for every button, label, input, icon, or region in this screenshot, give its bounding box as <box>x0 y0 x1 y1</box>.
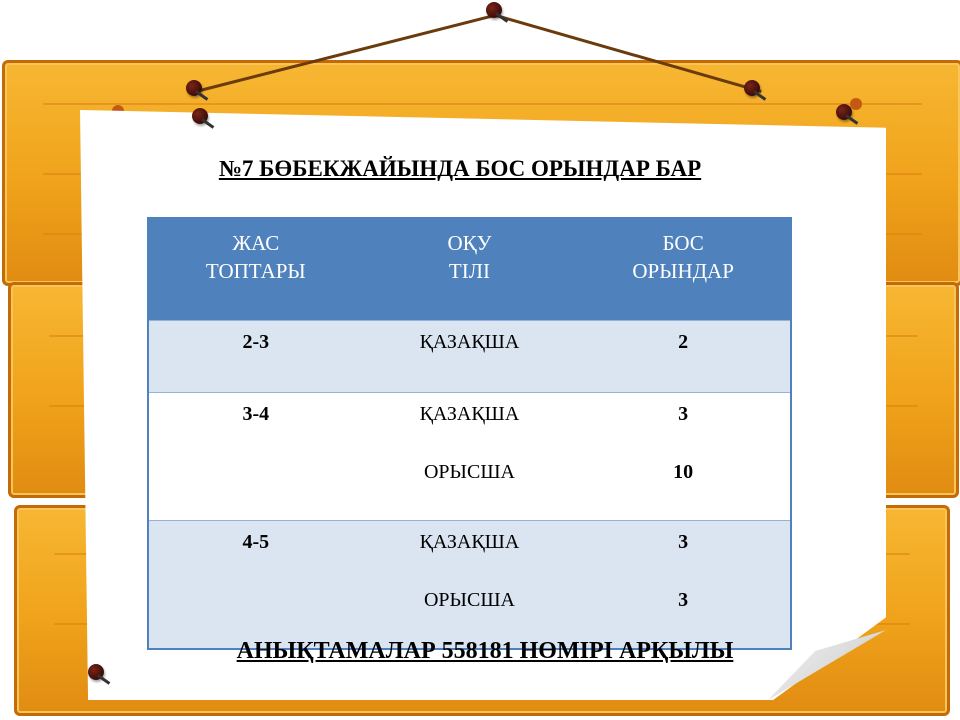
language-cell: ҚАЗАҚША ОРЫСША <box>363 521 577 650</box>
nail-hole-icon <box>850 98 862 110</box>
table-row <box>148 393 791 521</box>
seats-cell: 3 10 <box>576 393 791 521</box>
pin-icon <box>836 104 852 120</box>
pin-icon <box>486 2 502 18</box>
seats-cell: 3 3 <box>576 521 791 650</box>
age-cell: 4-5 <box>148 521 363 650</box>
language-cell: ҚАЗАҚША ОРЫСША <box>363 393 577 521</box>
table-row <box>148 521 791 650</box>
page-title: №7 БӨБЕКЖАЙЫНДА БОС ОРЫНДАР БАР <box>218 156 702 181</box>
contact-phone-note: АНЫҚТАМАЛАР 558181 НӨМІРІ АРҚЫЛЫ <box>236 638 734 664</box>
table-header-row <box>148 218 791 321</box>
pin-icon <box>186 80 202 96</box>
column-header-free-seats: БОС ОРЫНДАР <box>576 218 791 321</box>
language-cell: ҚАЗАҚША <box>363 321 577 393</box>
column-header-language: ОҚУ ТІЛІ <box>363 218 577 321</box>
age-cell: 2-3 <box>148 321 363 393</box>
age-cell: 3-4 <box>148 393 363 521</box>
table-row <box>148 321 791 393</box>
seats-cell: 2 <box>576 321 791 393</box>
pin-icon <box>192 108 208 124</box>
column-header-age-groups: ЖАС ТОПТАРЫ <box>148 218 363 321</box>
pin-icon <box>88 664 104 680</box>
vacancy-table <box>147 217 792 650</box>
pin-icon <box>744 80 760 96</box>
